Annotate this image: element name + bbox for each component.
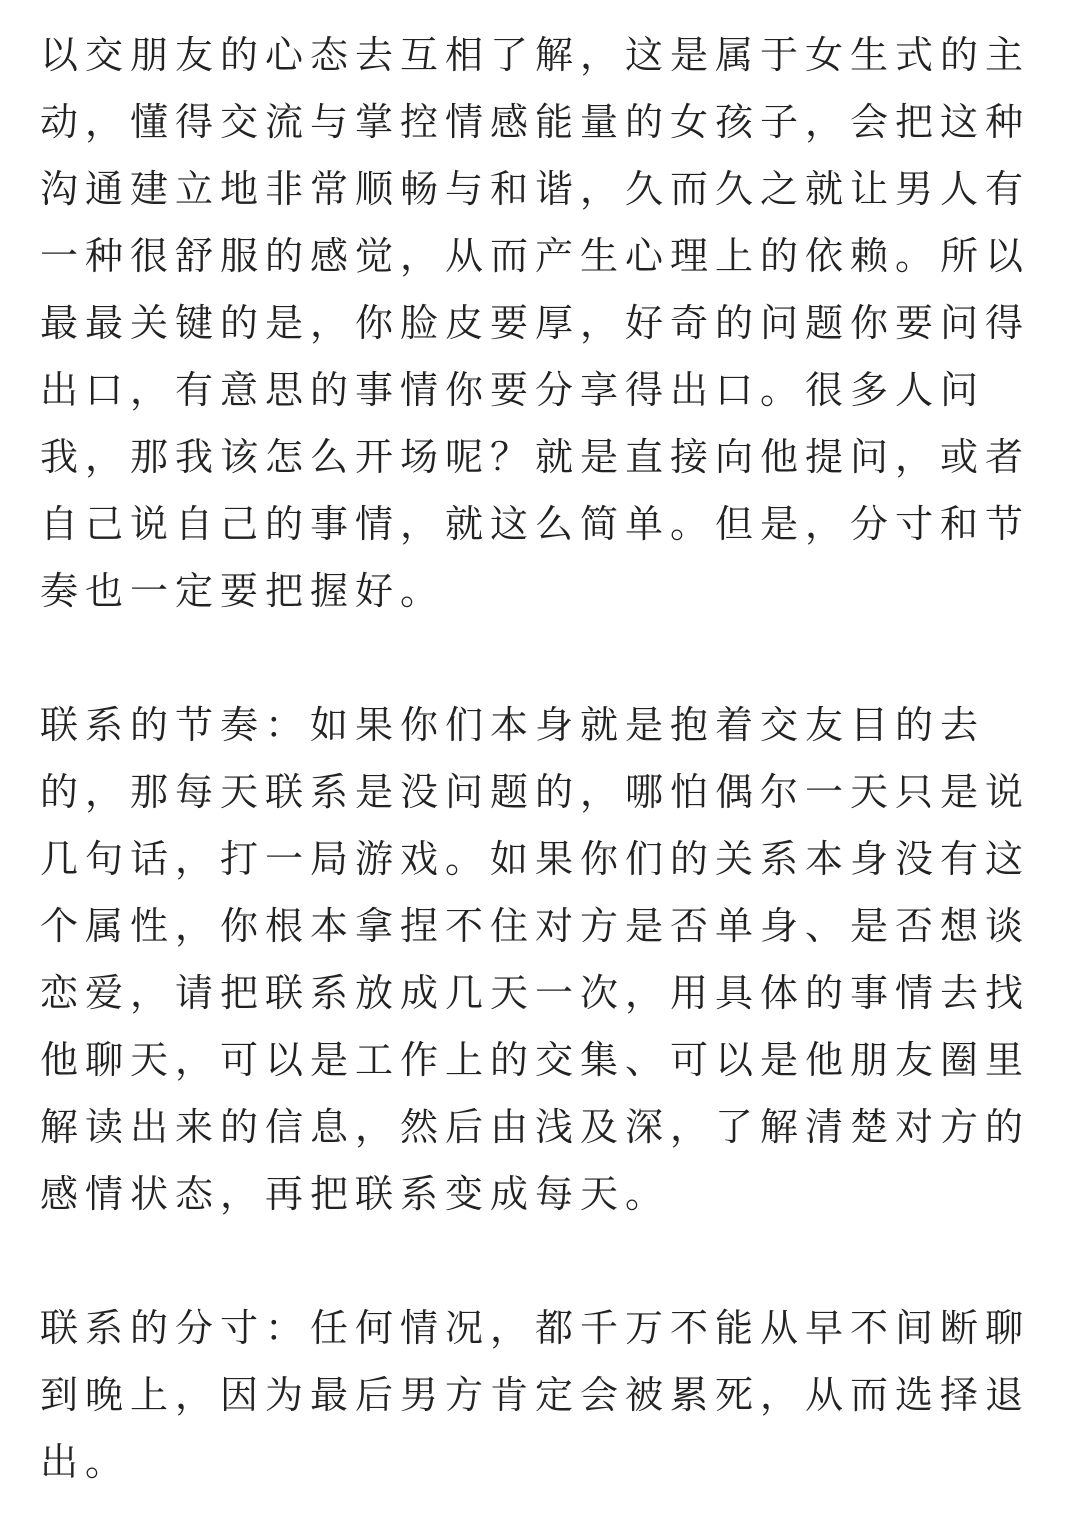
text-line: 联系的分寸：任何情况，都千万不能从早不间断聊 [40, 1306, 1030, 1350]
paragraph-rhythm [40, 692, 1030, 1228]
paragraph-spacer [40, 625, 1030, 692]
text-line: 自己说自己的事情，就这么简单。但是，分寸和节 [40, 502, 1030, 546]
text-line: 以交朋友的心态去互相了解，这是属于女生式的主 [40, 33, 1030, 77]
text-line: 出。 [40, 1440, 131, 1484]
text-line: 到晚上，因为最后男方肯定会被累死，从而选择退 [40, 1373, 1030, 1417]
text-line: 一种很舒服的感觉，从而产生心理上的依赖。所以 [40, 234, 1030, 278]
text-line: 联系的节奏：如果你们本身就是抱着交友目的去 [40, 703, 986, 747]
text-line: 我，那我该怎么开场呢？就是直接向他提问，或者 [40, 435, 1030, 479]
paragraph-spacer [40, 1228, 1030, 1295]
text-line: 恋爱，请把联系放成几天一次，用具体的事情去找 [40, 971, 1030, 1015]
text-line: 感情状态，再把联系变成每天。 [40, 1172, 671, 1216]
text-line: 的，那每天联系是没问题的，哪怕偶尔一天只是说 [40, 770, 1030, 814]
text-line: 个属性，你根本拿捏不住对方是否单身、是否想谈 [40, 904, 1030, 948]
text-line: 他聊天，可以是工作上的交集、可以是他朋友圈里 [40, 1038, 1030, 1082]
text-line: 几句话，打一局游戏。如果你们的关系本身没有这 [40, 837, 1030, 881]
paragraph-intro [40, 22, 1030, 625]
text-line: 动，懂得交流与掌控情感能量的女孩子，会把这种 [40, 100, 1030, 144]
paragraph-boundary [40, 1295, 1030, 1496]
text-line: 奏也一定要把握好。 [40, 569, 446, 613]
text-line: 最最关键的是，你脸皮要厚，好奇的问题你要问得 [40, 301, 1030, 345]
text-line: 沟通建立地非常顺畅与和谐，久而久之就让男人有 [40, 167, 1030, 211]
text-line: 解读出来的信息，然后由浅及深，了解清楚对方的 [40, 1105, 1030, 1149]
article-body [40, 22, 1030, 1496]
text-line: 出口，有意思的事情你要分享得出口。很多人问 [40, 368, 986, 412]
